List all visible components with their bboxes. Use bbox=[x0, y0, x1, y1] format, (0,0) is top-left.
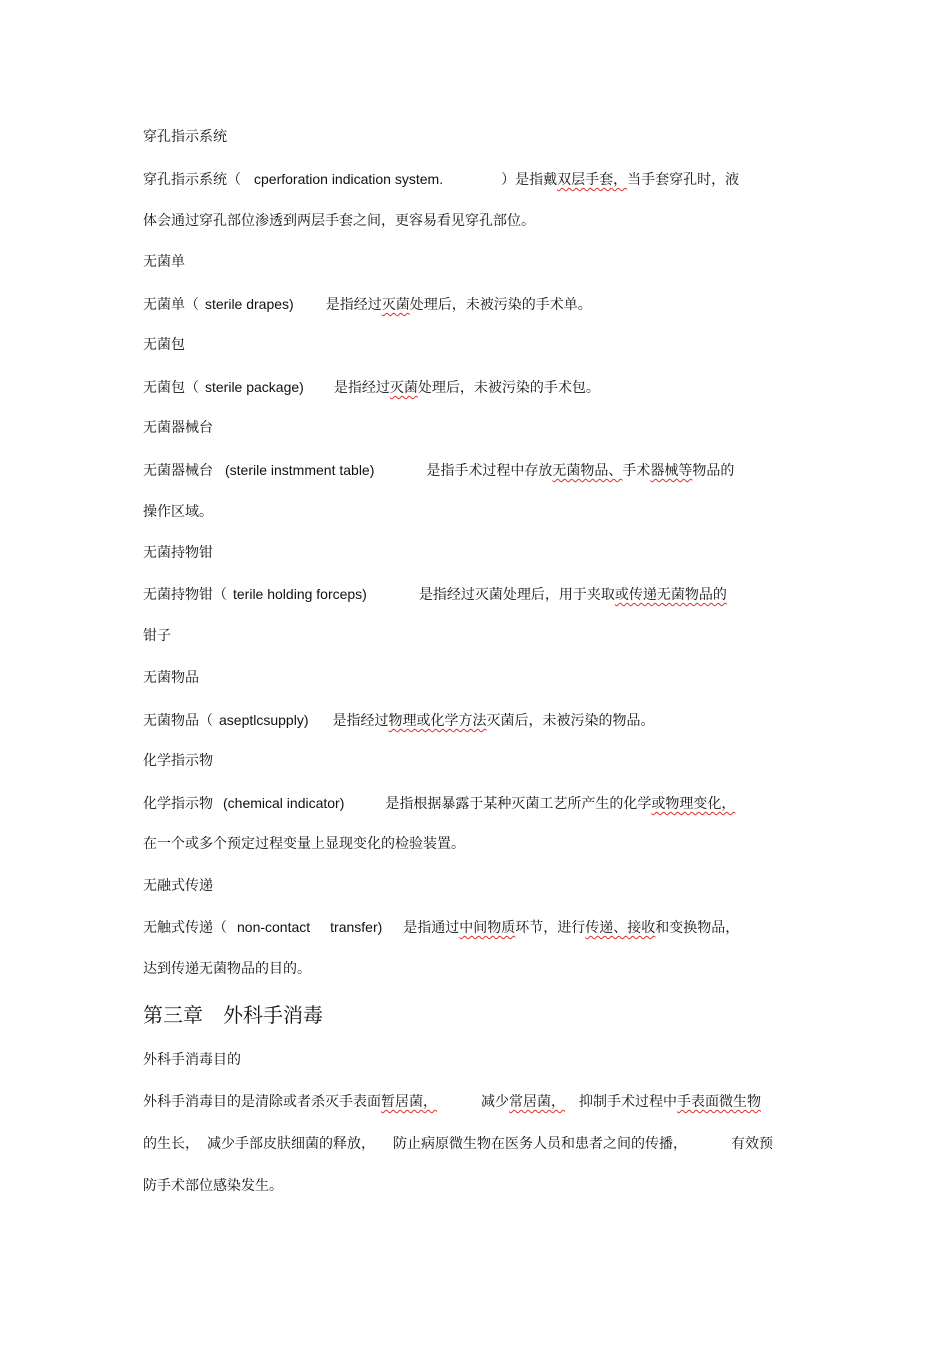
spellcheck-underlined-text: 或传递无菌物品的 bbox=[614, 587, 727, 603]
def-text: 是指经过 bbox=[325, 297, 382, 313]
term-title-aseptic-supply bbox=[143, 669, 199, 687]
definition-non-contact-line1 bbox=[143, 918, 739, 937]
def-text: 是指经过灭菌处理后，用于夹取 bbox=[418, 587, 615, 603]
term-title-text: 化学指示物 bbox=[143, 753, 213, 769]
definition-chemical-indicator-line1 bbox=[143, 794, 735, 813]
term-title-text: 外科手消毒目的 bbox=[143, 1052, 241, 1068]
def-text: 穿孔指示系统（ bbox=[143, 172, 241, 188]
def-text: ）是指戴 bbox=[501, 172, 558, 188]
spellcheck-underlined-text: 或物理变化， bbox=[651, 796, 736, 812]
definition-holding-forceps-line2 bbox=[143, 627, 171, 645]
def-english-term: (sterile instmment table) bbox=[225, 462, 375, 478]
spellcheck-underlined-text: 器械等 bbox=[650, 463, 693, 479]
def-text: 达到传递无菌物品的目的。 bbox=[143, 961, 311, 977]
def-text: 无菌物品（ bbox=[143, 713, 213, 729]
def-text: 是指经过 bbox=[332, 713, 389, 729]
spellcheck-underlined-text: 中间物质 bbox=[459, 920, 516, 936]
def-text: 操作区域。 bbox=[143, 504, 213, 520]
definition-perforation-line1 bbox=[143, 170, 739, 189]
definition-aseptic-supply bbox=[143, 711, 655, 730]
spellcheck-underlined-text: 手表面微生物 bbox=[677, 1094, 761, 1110]
def-english-term: (chemical indicator) bbox=[223, 795, 345, 811]
definition-sterile-table-line1 bbox=[143, 461, 734, 480]
definition-sterile-package bbox=[143, 378, 600, 397]
def-english-term: terile holding forceps) bbox=[233, 586, 367, 602]
definition-chemical-indicator-line2 bbox=[143, 835, 465, 853]
term-title-surgical-hand-antisepsis bbox=[143, 1051, 241, 1069]
def-text: 物品的 bbox=[692, 463, 735, 479]
spellcheck-underlined-text: 无菌物品、 bbox=[552, 463, 623, 479]
def-text: 体会通过穿孔部位渗透到两层手套之间，更容易看见穿孔部位。 bbox=[143, 213, 535, 229]
chapter-heading bbox=[143, 1002, 323, 1028]
spellcheck-underlined-text: 常居菌， bbox=[509, 1094, 565, 1110]
spellcheck-underlined-text: 灭菌 bbox=[389, 380, 418, 396]
def-english-term: sterile package) bbox=[205, 379, 304, 395]
spellcheck-underlined-text: 暂居菌， bbox=[381, 1094, 437, 1110]
def-text: 是指经过 bbox=[333, 380, 390, 396]
def-text: 抑制手术过程中 bbox=[579, 1094, 677, 1110]
def-text: 环节，进行 bbox=[515, 920, 586, 936]
def-text: 处理后，未被污染的手术单。 bbox=[409, 297, 592, 313]
term-title-chemical-indicator bbox=[143, 752, 213, 770]
chapter-heading-text: 第三章 外科手消毒 bbox=[143, 1003, 323, 1027]
def-text: 灭菌后，未被污染的物品。 bbox=[486, 713, 655, 729]
term-title-text: 无菌持物钳 bbox=[143, 545, 213, 561]
term-title-holding-forceps bbox=[143, 544, 213, 562]
def-text: 化学指示物 bbox=[143, 796, 213, 812]
def-english-term: cperforation indication system. bbox=[254, 171, 444, 187]
def-text: 减少 bbox=[481, 1094, 509, 1110]
definition-hand-antisepsis-line3 bbox=[143, 1177, 283, 1195]
definition-sterile-drapes bbox=[143, 295, 592, 314]
def-text: 无菌包（ bbox=[143, 380, 199, 396]
definition-perforation-line2 bbox=[143, 212, 535, 230]
def-text: 防止病原微生物在医务人员和患者之间的传播， bbox=[393, 1136, 687, 1152]
def-text: 有效预 bbox=[731, 1136, 773, 1152]
definition-sterile-table-line2 bbox=[143, 503, 213, 521]
term-title-sterile-drapes bbox=[143, 253, 185, 271]
term-title-text: 无菌器械台 bbox=[143, 420, 213, 436]
term-title-perforation-text: 穿孔指示系统 bbox=[143, 129, 227, 145]
definition-hand-antisepsis-line1 bbox=[143, 1093, 761, 1111]
term-title-non-contact-transfer bbox=[143, 877, 213, 895]
def-english-term: transfer) bbox=[330, 919, 383, 935]
spellcheck-underlined-text: 灭菌 bbox=[381, 297, 410, 313]
spellcheck-underlined-text: 双层手套， bbox=[557, 172, 628, 188]
def-text: 减少手部皮肤细菌的释放， bbox=[207, 1136, 375, 1152]
def-text: 钳子 bbox=[143, 628, 171, 644]
def-text: 和变换物品， bbox=[655, 920, 740, 936]
definition-non-contact-line2 bbox=[143, 960, 311, 978]
spellcheck-underlined-text: 物理或化学方法 bbox=[388, 713, 487, 729]
term-title-perforation bbox=[143, 128, 227, 146]
term-title-sterile-package bbox=[143, 336, 185, 354]
def-text: 无菌器械台 bbox=[143, 463, 213, 479]
def-text: 无菌单（ bbox=[143, 297, 199, 313]
def-text: 处理后，未被污染的手术包。 bbox=[417, 380, 600, 396]
spellcheck-underlined-text: 接收 bbox=[627, 920, 656, 936]
def-english-term: non-contact bbox=[237, 919, 311, 935]
def-text: 无菌持物钳（ bbox=[143, 587, 227, 603]
def-text: 防手术部位感染发生。 bbox=[143, 1178, 283, 1194]
term-title-text: 无菌单 bbox=[143, 254, 185, 270]
def-english-term: sterile drapes) bbox=[205, 296, 294, 312]
term-title-sterile-table bbox=[143, 419, 213, 437]
def-text: 外科手消毒目的是清除或者杀灭手表面 bbox=[143, 1094, 381, 1110]
term-title-text: 无菌包 bbox=[143, 337, 185, 353]
def-text: 手术 bbox=[622, 463, 651, 479]
spellcheck-underlined-text: 传递、 bbox=[585, 920, 628, 936]
def-text: 是指手术过程中存放 bbox=[426, 463, 553, 479]
term-title-text: 无融式传递 bbox=[143, 878, 213, 894]
term-title-text: 无菌物品 bbox=[143, 670, 199, 686]
definition-hand-antisepsis-line2 bbox=[143, 1135, 773, 1153]
def-english-term: aseptlcsupply) bbox=[219, 712, 309, 728]
def-text: 是指通过 bbox=[403, 920, 460, 936]
def-text: 在一个或多个预定过程变量上显现变化的检验装置。 bbox=[143, 836, 465, 852]
def-text: 当手套穿孔时，液 bbox=[627, 172, 740, 188]
def-text: 无触式传递（ bbox=[143, 920, 227, 936]
def-text: 的生长， bbox=[143, 1136, 199, 1152]
definition-holding-forceps-line1 bbox=[143, 585, 727, 604]
def-text: 是指根据暴露于某种灭菌工艺所产生的化学 bbox=[385, 796, 652, 812]
